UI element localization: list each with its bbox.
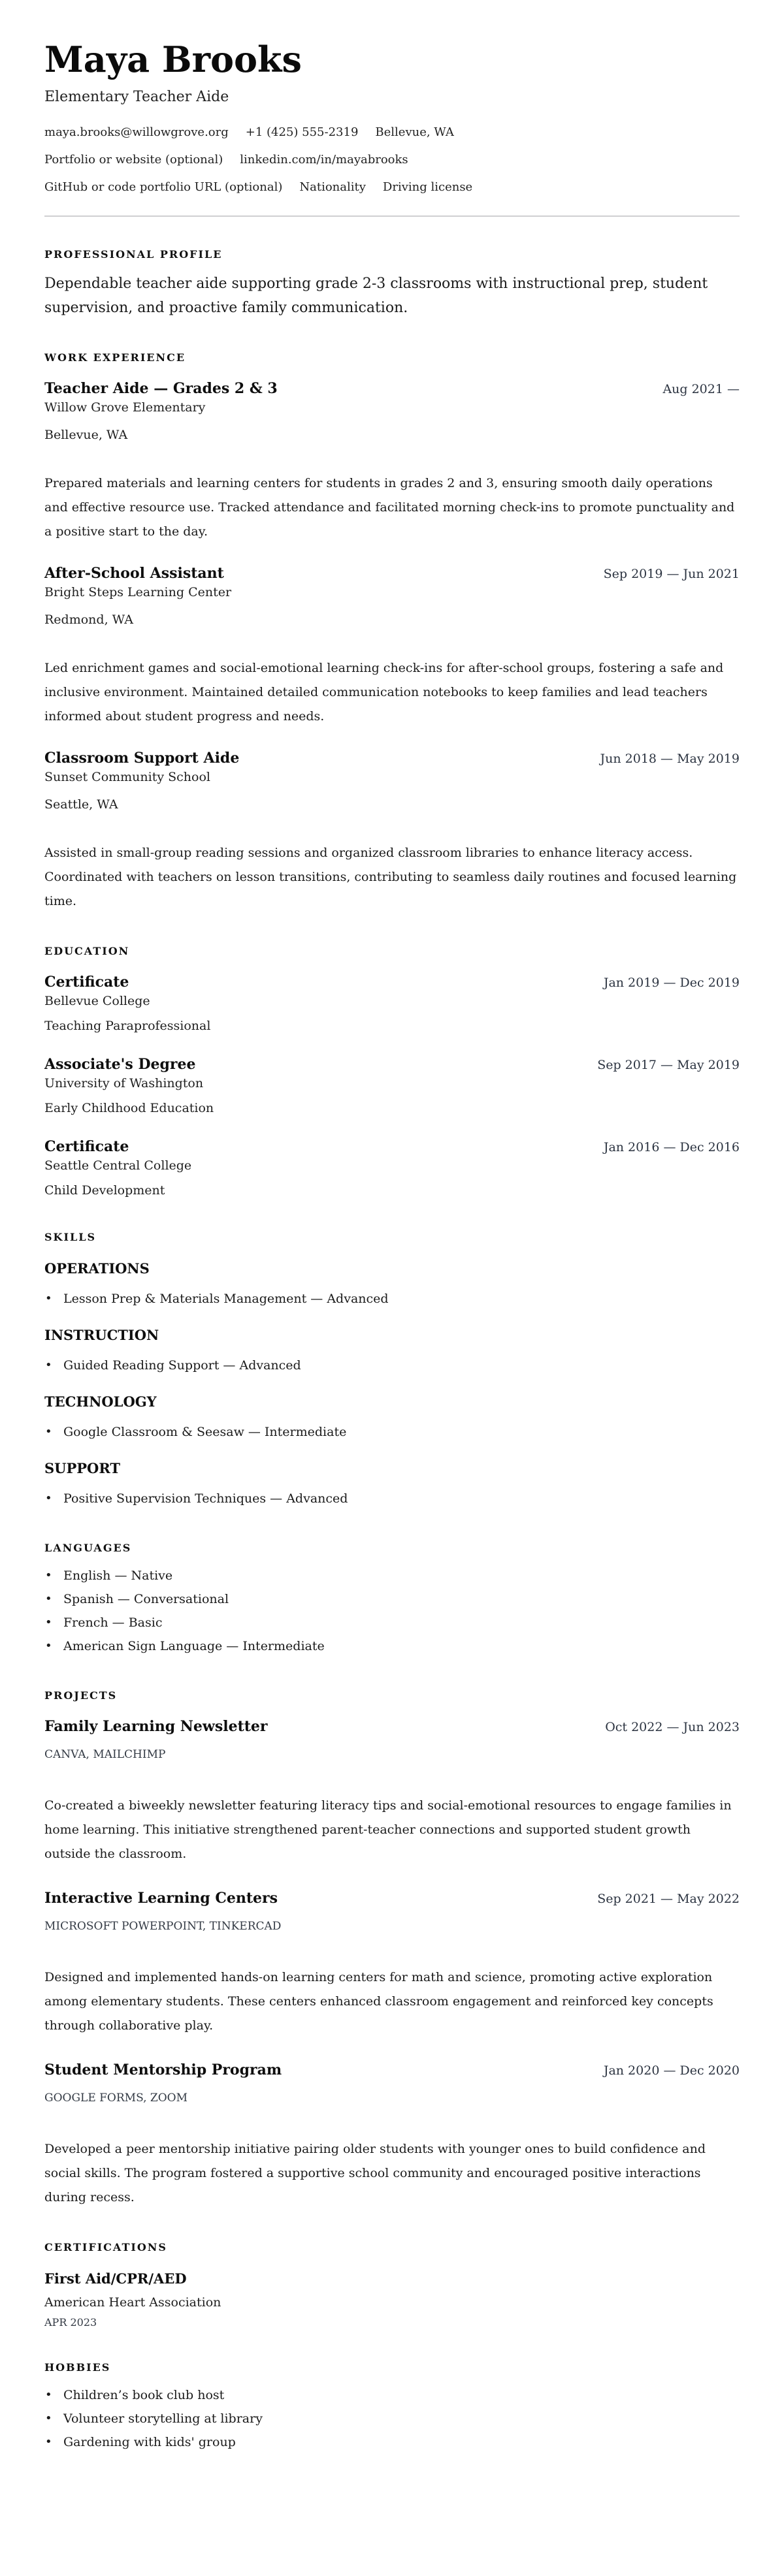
project-entry-head [44,1717,740,1736]
project-tech: CANVA, MAILCHIMP [44,1748,166,1761]
skill-list [44,1354,740,1377]
work-entry [44,748,740,914]
language-list [44,1564,740,1658]
project-title: Interactive Learning Centers [44,1890,278,1907]
certification-name: First Aid/CPR/AED [44,2270,187,2287]
education-entry-head [44,1137,740,1156]
project-dates: Sep 2021 — May 2022 [597,1892,740,1906]
job-description: Assisted in small-group reading sessions and organized classroom libraries to enhance literacy access. Coordinated with teachers on lesson transitions, contributing to seamless daily routines and focused learning time. [44,846,737,908]
certification-issuer: American Heart Association [44,2295,221,2310]
degree: Certificate [44,1138,129,1155]
skill-list [44,1420,740,1444]
job-title: Classroom Support Aide [44,750,240,767]
candidate-headline: Elementary Teacher Aide [44,89,229,105]
project-entry [44,1717,740,1866]
certification-date: APR 2023 [44,2316,97,2329]
header-divider [44,215,740,217]
education-entry [44,1055,740,1117]
contact-line [44,125,740,140]
project-entry [44,2060,740,2210]
projects-section [44,1689,740,2210]
project-entry-head [44,1888,740,1908]
skill-category: OPERATIONS [44,1260,150,1277]
project-dates: Oct 2022 — Jun 2023 [605,1720,740,1734]
portfolio-link[interactable]: Portfolio or website (optional) [44,153,223,167]
project-entry [44,1888,740,2038]
job-description: Led enrichment games and social-emotional learning check-ins for after-school groups, fostering a safe and inclusive environment. Maintained detailed communication notebooks to keep families and lead teachers informed about student progress and needs. [44,661,724,724]
contact-block [44,125,740,195]
education-entry-head [44,1055,740,1074]
hobby-list [44,2383,740,2454]
field-of-study: Early Childhood Education [44,1101,214,1115]
work-entry-head [44,564,740,583]
skill-item: • Google Classroom & Seesaw — Intermediate [63,1420,740,1444]
phone-link[interactable]: +1 (425) 555-2319 [245,125,359,139]
section-title-languages: LANGUAGES [44,1542,132,1554]
project-title: Family Learning Newsletter [44,1718,268,1735]
section-title-profile: PROFESSIONAL PROFILE [44,248,223,261]
language-item: • English — Native [63,1564,740,1587]
employer: Bright Steps Learning Center [44,585,232,599]
school: Seattle Central College [44,1158,192,1173]
education-dates: Sep 2017 — May 2019 [597,1058,740,1072]
field-of-study: Child Development [44,1183,165,1198]
language-item: • American Sign Language — Intermediate [63,1634,740,1658]
project-title: Student Mentorship Program [44,2061,282,2078]
location-text: Bellevue, WA [375,125,454,139]
job-location: Seattle, WA [44,797,118,812]
education-entry [44,1137,740,1200]
candidate-name: Maya Brooks [44,39,302,80]
education-section [44,945,740,1200]
education-dates: Jan 2019 — Dec 2019 [603,976,740,990]
job-location: Redmond, WA [44,612,133,627]
project-description: Designed and implemented hands-on learning centers for math and science, promoting active exploration among elementary students. These centers enhanced classroom engagement and reinforced key concepts through collaborative play. [44,1970,713,2033]
section-title-hobbies: HOBBIES [44,2361,111,2374]
work-entry-head [44,379,740,398]
job-dates: Jun 2018 — May 2019 [600,752,740,766]
work-entry [44,379,740,544]
education-entry-head [44,972,740,992]
section-title-skills: SKILLS [44,1231,96,1243]
degree: Associate's Degree [44,1056,196,1073]
email-link[interactable]: maya.brooks@willowgrove.org [44,125,229,139]
project-entry-head [44,2060,740,2080]
nationality-text: Nationality [299,180,366,194]
education-dates: Jan 2016 — Dec 2016 [603,1140,740,1154]
github-link[interactable]: GitHub or code portfolio URL (optional) [44,180,283,194]
skill-item: • Positive Supervision Techniques — Advanced [63,1487,740,1510]
hobby-item: • Volunteer storytelling at library [63,2407,740,2430]
section-title-work: WORK EXPERIENCE [44,351,186,364]
project-description: Co-created a biweekly newsletter featuring literacy tips and social-emotional resources to engage families in home learning. This initiative strengthened parent-teacher connections and supported student growth outside the classroom. [44,1798,732,1861]
job-location: Bellevue, WA [44,428,128,442]
hobbies-section [44,2361,740,2454]
hobby-item: • Children’s book club host [63,2383,740,2407]
skill-list [44,1487,740,1510]
skill-list [44,1287,740,1311]
job-dates: Sep 2019 — Jun 2021 [603,567,740,581]
contact-line [44,153,740,167]
job-title: Teacher Aide — Grades 2 & 3 [44,380,278,397]
school: University of Washington [44,1076,204,1090]
school: Bellevue College [44,994,150,1008]
job-title: After-School Assistant [44,565,224,582]
linkedin-link[interactable]: linkedin.com/in/mayabrooks [240,153,408,167]
language-item: • Spanish — Conversational [63,1587,740,1611]
skill-item: • Lesson Prep & Materials Management — Advanced [63,1287,740,1311]
resume-header [44,38,740,217]
certifications-section [44,2241,740,2330]
employer: Sunset Community School [44,770,210,784]
education-entry [44,972,740,1035]
job-dates: Aug 2021 — [662,382,740,396]
skills-section [44,1231,740,1510]
driving-license-text: Driving license [382,180,473,194]
skill-item: • Guided Reading Support — Advanced [63,1354,740,1377]
skill-category: INSTRUCTION [44,1327,159,1343]
skill-category: TECHNOLOGY [44,1393,157,1410]
work-section [44,351,740,914]
skill-category: SUPPORT [44,1460,121,1476]
section-title-education: EDUCATION [44,945,130,957]
hobby-item: • Gardening with kids' group [63,2430,740,2454]
job-description: Prepared materials and learning centers for students in grades 2 and 3, ensuring smooth daily operations and effective resource use. Tracked attendance and facilitated morning check-ins to promote punctuality and a positive start to the day. [44,476,735,539]
project-description: Developed a peer mentorship initiative pairing older students with younger ones to build confidence and social skills. The program fostered a supportive school community and encouraged positive interactions during recess. [44,2142,706,2204]
project-tech: MICROSOFT POWERPOINT, TINKERCAD [44,1920,282,1933]
section-title-certifications: CERTIFICATIONS [44,2241,167,2253]
profile-section [44,248,740,320]
language-item: • French — Basic [63,1611,740,1634]
section-title-projects: PROJECTS [44,1689,118,1702]
work-entry-head [44,748,740,768]
contact-line [44,180,740,195]
project-tech: GOOGLE FORMS, ZOOM [44,2091,188,2105]
languages-section [44,1542,740,1658]
employer: Willow Grove Elementary [44,400,206,415]
work-entry [44,564,740,729]
profile-summary: Dependable teacher aide supporting grade 2-3 classrooms with instructional prep, student supervision, and proactive family communication. [44,276,708,316]
project-dates: Jan 2020 — Dec 2020 [603,2063,740,2078]
degree: Certificate [44,974,129,991]
field-of-study: Teaching Paraprofessional [44,1019,211,1033]
